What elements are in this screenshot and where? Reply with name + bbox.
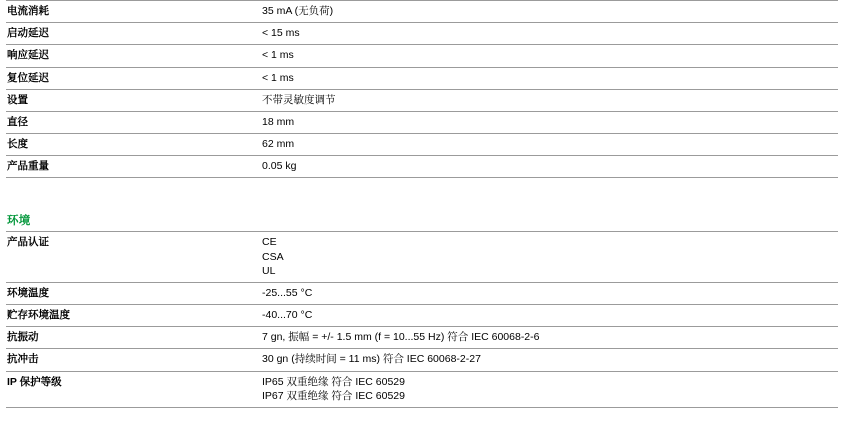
- spec-table-environment: [6, 231, 838, 408]
- row-value-line: CE: [262, 236, 277, 249]
- row-value: [256, 232, 838, 283]
- table-row: [6, 1, 838, 23]
- table-row: [6, 45, 838, 67]
- table-row: [6, 67, 838, 89]
- row-label: 电流消耗: [6, 1, 256, 23]
- row-value: < 1 ms: [256, 67, 838, 89]
- row-value-line: IP65 双重绝缘 符合 IEC 60529: [262, 375, 405, 388]
- row-value: -40...70 °C: [256, 305, 838, 327]
- row-value: < 15 ms: [256, 23, 838, 45]
- row-label: 抗冲击: [6, 349, 256, 371]
- row-value: 35 mA (无负荷): [256, 1, 838, 23]
- row-value: 30 gn (持续时间 = 11 ms) 符合 IEC 60068-2-27: [256, 349, 838, 371]
- row-label: 环境温度: [6, 282, 256, 304]
- row-value-line: UL: [262, 264, 276, 277]
- row-value-line: CSA: [262, 250, 284, 263]
- row-value: 不带灵敏度调节: [256, 89, 838, 111]
- row-label: 贮存环境温度: [6, 305, 256, 327]
- table-row: [6, 327, 838, 349]
- row-label: IP 保护等级: [6, 371, 256, 407]
- row-label: 设置: [6, 89, 256, 111]
- row-label: 抗振动: [6, 327, 256, 349]
- row-label: 产品认证: [6, 232, 256, 283]
- row-value: < 1 ms: [256, 45, 838, 67]
- spec-table-characteristics: [6, 0, 838, 178]
- table-row: [6, 156, 838, 178]
- row-value: 62 mm: [256, 134, 838, 156]
- row-label: 直径: [6, 111, 256, 133]
- row-label: 复位延迟: [6, 67, 256, 89]
- section-title-environment: 环境: [7, 215, 31, 228]
- row-value: -25...55 °C: [256, 282, 838, 304]
- table-row: [6, 23, 838, 45]
- row-label: 启动延迟: [6, 23, 256, 45]
- section-spacer: [0, 178, 866, 212]
- row-label: 产品重量: [6, 156, 256, 178]
- table-row: [6, 305, 838, 327]
- table-row: [6, 89, 838, 111]
- row-label: 响应延迟: [6, 45, 256, 67]
- table-row: [6, 232, 838, 283]
- row-value: 7 gn, 振幅 = +/- 1.5 mm (f = 10...55 Hz) 符合 IEC 60068-2-6: [256, 327, 838, 349]
- table-row: [6, 371, 838, 407]
- table-row: [6, 134, 838, 156]
- row-value: [256, 371, 838, 407]
- row-value-line: IP67 双重绝缘 符合 IEC 60529: [262, 389, 405, 402]
- row-label: 长度: [6, 134, 256, 156]
- table-row: [6, 111, 838, 133]
- row-value: 0.05 kg: [256, 156, 838, 178]
- row-value: 18 mm: [256, 111, 838, 133]
- table-row: [6, 349, 838, 371]
- table-row: [6, 282, 838, 304]
